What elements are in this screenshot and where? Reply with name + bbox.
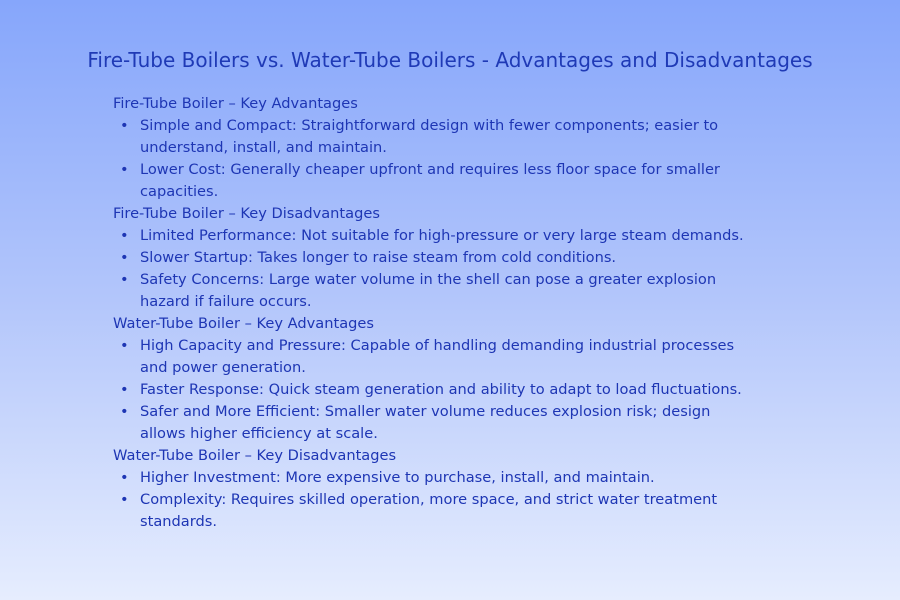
bullet-list (113, 335, 753, 445)
bullet-icon: • (120, 271, 129, 288)
bullet-icon: • (120, 469, 129, 486)
section-water-tube-advantages (113, 313, 753, 445)
bullet-list (113, 467, 753, 533)
list-item-text: Lower Cost: Generally cheaper upfront and requires less floor space for smaller capacities. (140, 161, 720, 200)
list-item (113, 379, 753, 401)
list-item (113, 159, 753, 203)
list-item (113, 489, 753, 533)
bullet-icon: • (120, 491, 129, 508)
list-item-text: Simple and Compact: Straightforward design with fewer components; easier to understand, install, and maintain. (140, 117, 719, 156)
bullet-list (113, 115, 753, 203)
bullet-list (113, 225, 753, 313)
bullet-icon: • (120, 227, 129, 244)
list-item-text: Limited Performance: Not suitable for high-pressure or very large steam demands. (140, 227, 744, 244)
list-item (113, 225, 753, 247)
bullet-icon: • (120, 337, 129, 354)
list-item-text: Higher Investment: More expensive to purchase, install, and maintain. (140, 469, 655, 486)
section-fire-tube-disadvantages (113, 203, 753, 313)
page-title: Fire-Tube Boilers vs. Water-Tube Boilers - Advantages and Disadvantages (87, 48, 813, 72)
bullet-icon: • (120, 249, 129, 266)
list-item-text: Safety Concerns: Large water volume in the shell can pose a greater explosion hazard if failure occurs. (140, 271, 717, 310)
list-item (113, 467, 753, 489)
bullet-icon: • (120, 381, 129, 398)
content-body (113, 93, 753, 533)
list-item (113, 335, 753, 379)
list-item-text: Slower Startup: Takes longer to raise steam from cold conditions. (140, 249, 617, 266)
list-item (113, 401, 753, 445)
list-item (113, 269, 753, 313)
section-heading: Water-Tube Boiler – Key Advantages (113, 315, 374, 332)
bullet-icon: • (120, 161, 129, 178)
bullet-icon: • (120, 117, 129, 134)
section-heading: Fire-Tube Boiler – Key Disadvantages (113, 205, 380, 222)
list-item-text: Complexity: Requires skilled operation, more space, and strict water treatment standards. (140, 491, 718, 530)
list-item-text: Faster Response: Quick steam generation and ability to adapt to load fluctuations. (140, 381, 742, 398)
section-heading: Fire-Tube Boiler – Key Advantages (113, 95, 358, 112)
list-item-text: High Capacity and Pressure: Capable of handling demanding industrial processes and power generation. (140, 337, 735, 376)
bullet-icon: • (120, 403, 129, 420)
section-water-tube-disadvantages (113, 445, 753, 533)
list-item-text: Safer and More Efficient: Smaller water volume reduces explosion risk; design allows higher efficiency at scale. (140, 403, 711, 442)
list-item (113, 115, 753, 159)
section-fire-tube-advantages (113, 93, 753, 203)
list-item (113, 247, 753, 269)
section-heading: Water-Tube Boiler – Key Disadvantages (113, 447, 397, 464)
